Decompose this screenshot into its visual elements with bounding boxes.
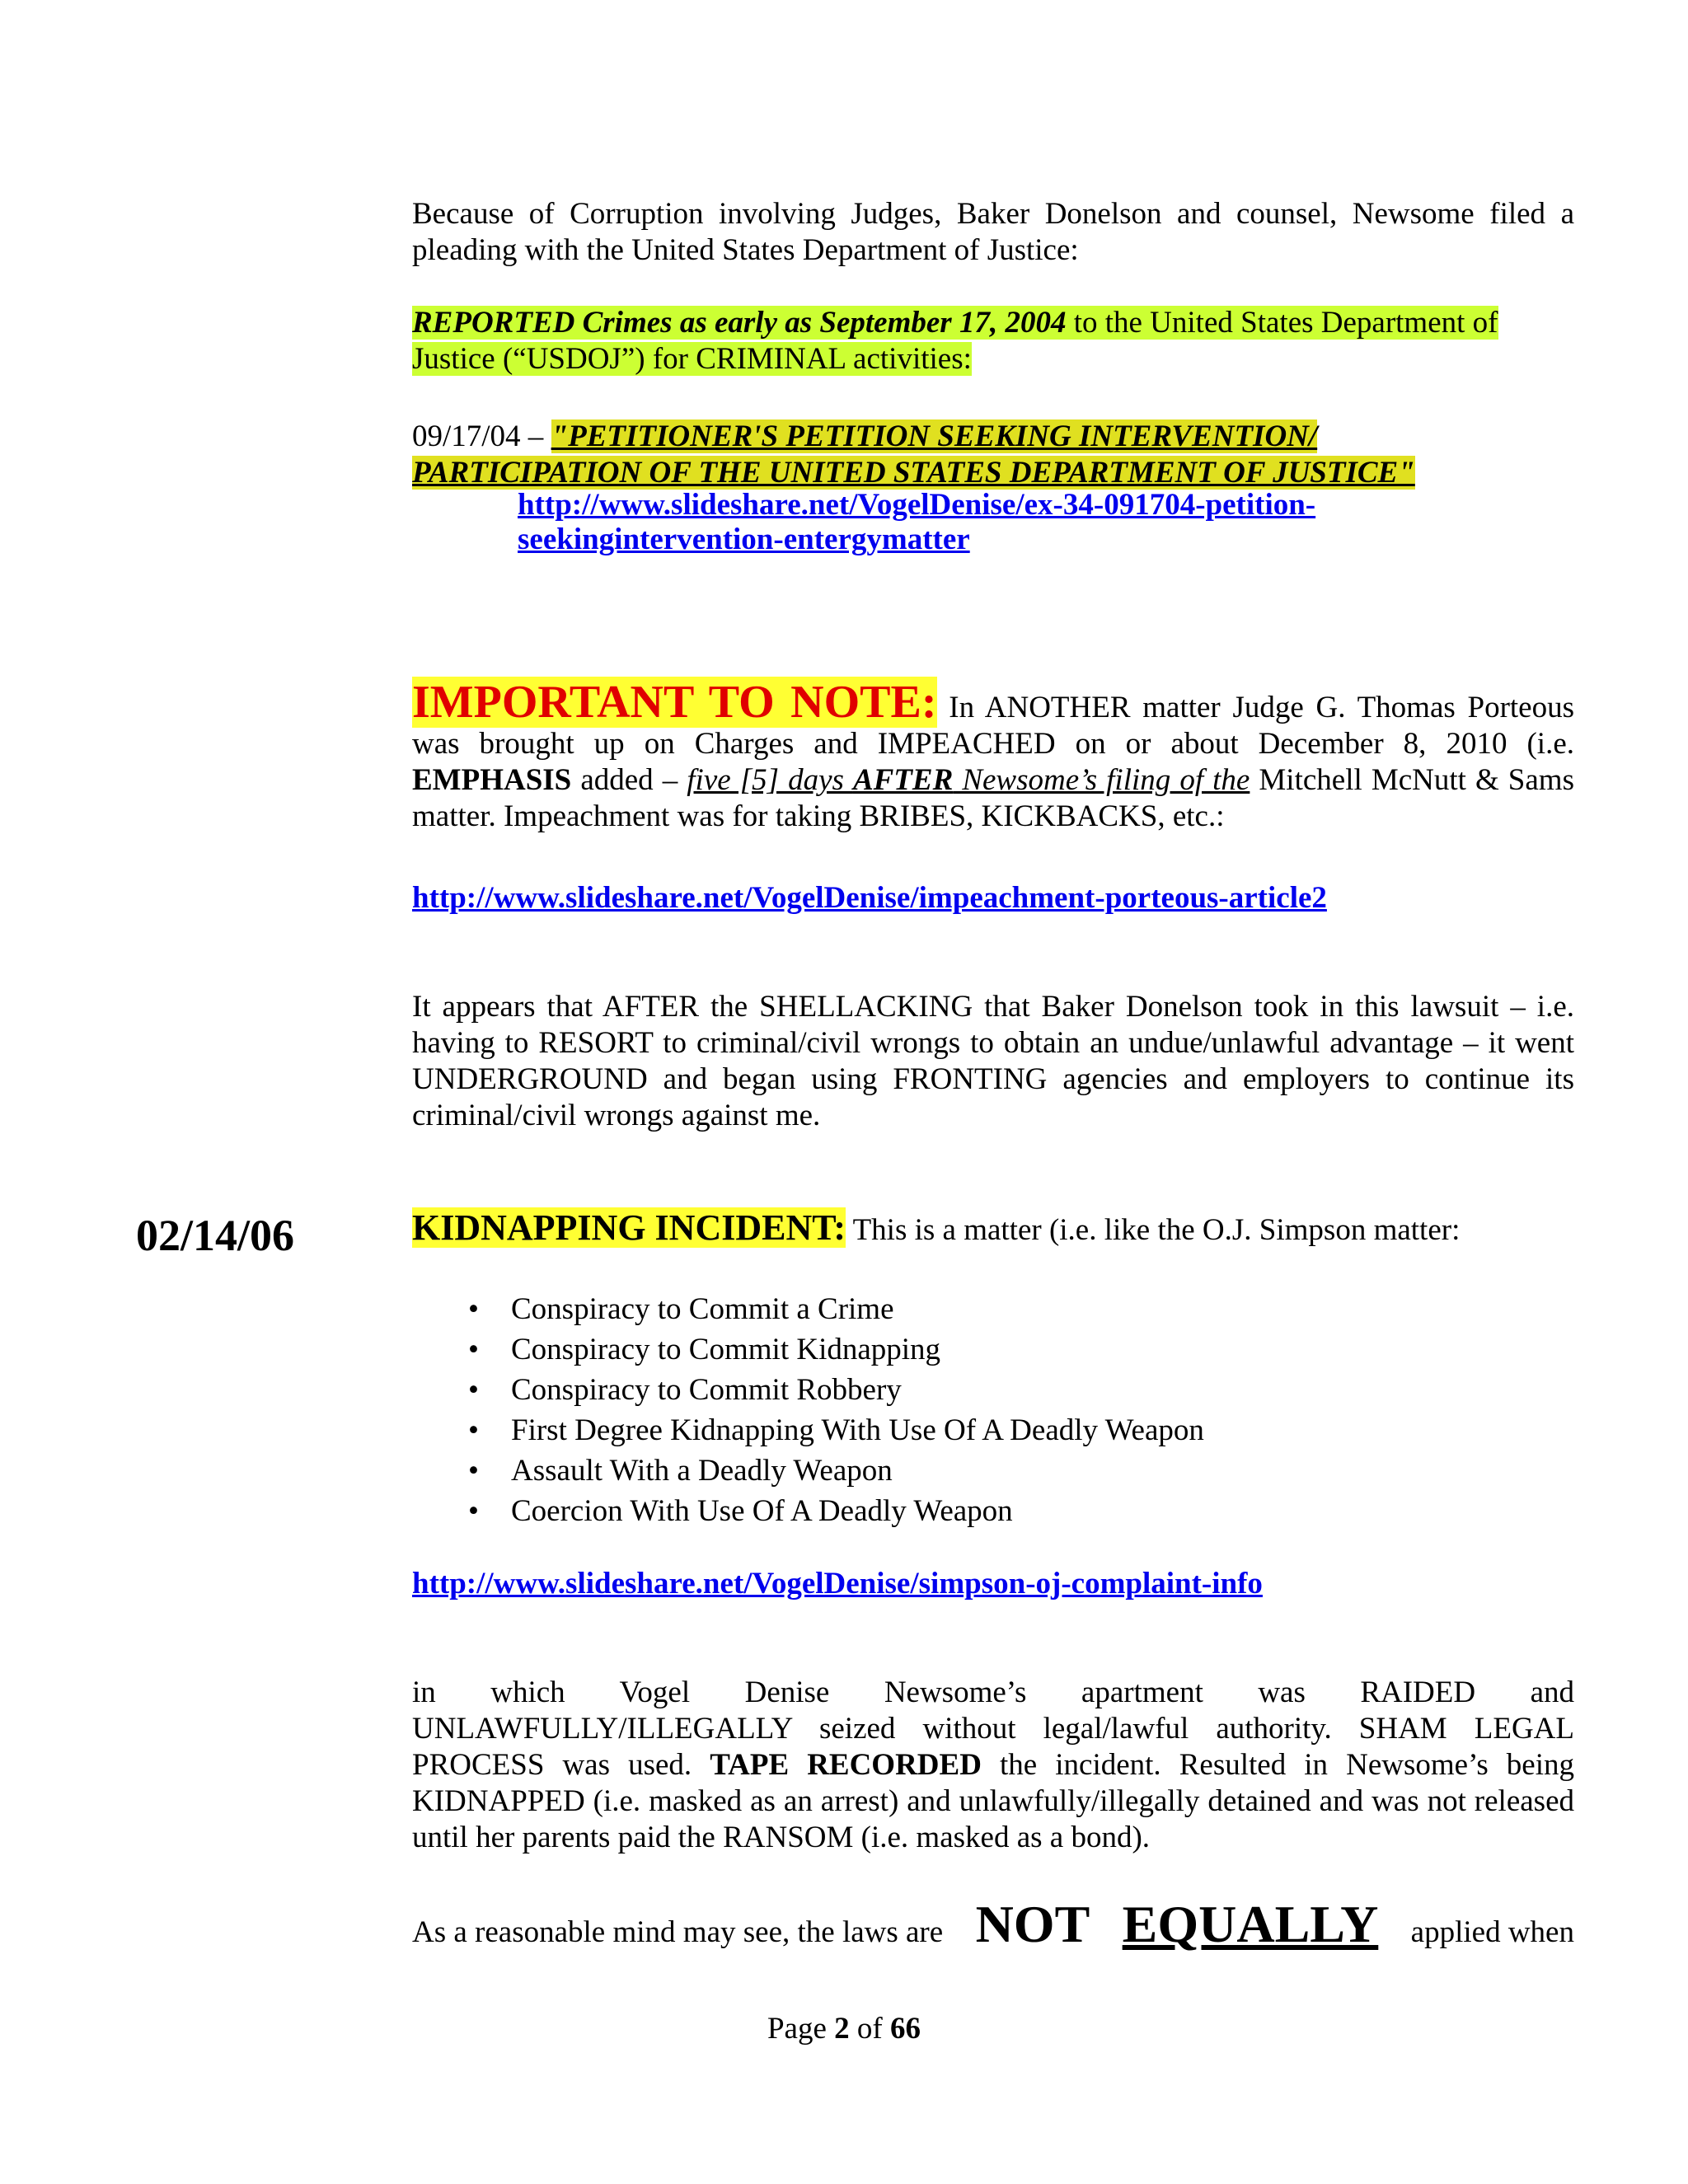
petition-link-line2[interactable]: seekingintervention-entergymatter — [518, 523, 970, 556]
petition-link-line1[interactable]: http://www.slideshare.net/VogelDenise/ex-34-091704-petition- — [518, 488, 1316, 522]
charge-text: Assault With a Deadly Weapon — [511, 1454, 893, 1488]
charge-text: First Degree Kidnapping With Use Of A Deadly Weapon — [511, 1413, 1204, 1447]
charge-list-item — [412, 1451, 1574, 1491]
equally-word: EQUALLY — [1122, 1895, 1379, 1953]
five-days-after-phrase: five [5] days AFTER Newsome’s filing of the — [687, 763, 1250, 797]
simpson-link-row — [412, 1566, 1574, 1602]
petition-title-line1: "PETITIONER'S PETITION SEEKING INTERVENTION/ — [551, 419, 1318, 453]
kidnapping-heading: KIDNAPPING INCIDENT: — [412, 1207, 846, 1248]
raid-first-line: in which Vogel Denise Newsome’s apartment was RAIDED and — [412, 1675, 1574, 1709]
simpson-link[interactable]: http://www.slideshare.net/VogelDenise/simpson-oj-complaint-info — [412, 1567, 1263, 1601]
petition-title-line2: PARTICIPATION OF THE UNITED STATES DEPARTMENT OF JUSTICE" — [412, 456, 1415, 490]
petition-date: 09/17/04 – — [412, 419, 551, 453]
charge-text: Coercion With Use Of A Deadly Weapon — [511, 1494, 1013, 1528]
raid-paragraph: in which Vogel Denise Newsome’s apartment was RAIDED and UNLAWFULLY/ILLEGALLY seized without legal/lawful authority. SHAM LEGAL PROCESS was used. TAPE RECORDED the incident. Resulted in Newsome’s being KIDNAPPED (i.e. masked as an arrest) and unlawfully/illegally detained and was not released until her parents paid the RANSOM (i.e. masked as a bond). — [412, 1675, 1575, 1854]
reported-crimes-text: to the United States Department of Justice (“USDOJ”) for CRIMINAL activities: — [412, 306, 1498, 376]
charge-text: Conspiracy to Commit Kidnapping — [511, 1333, 941, 1366]
emphasis-label: EMPHASIS — [412, 763, 572, 797]
impeachment-link-row — [412, 880, 1574, 916]
page-footer: Page 2 of 66 — [767, 2012, 921, 2046]
charges-list — [412, 1289, 1574, 1531]
bullet-icon: • — [468, 1494, 479, 1528]
kidnapping-date: 02/14/06 — [136, 1211, 295, 1260]
charge-list-item — [412, 1329, 1574, 1370]
bullet-icon: • — [468, 1413, 479, 1447]
page-number: 2 — [834, 2012, 850, 2046]
impeachment-link[interactable]: http://www.slideshare.net/VogelDenise/impeachment-porteous-article2 — [412, 881, 1327, 915]
charge-list-item — [412, 1370, 1574, 1410]
after-shellacking-paragraph: It appears that AFTER the SHELLACKING that Baker Donelson took in this lawsuit – i.e. having to RESORT to criminal/civil wrongs to obtain an undue/unlawful advantage – it went UNDERGROUND and began using FRONTING agencies and employers to continue its criminal/civil wrongs against me. — [412, 990, 1574, 1132]
tape-recorded-label: TAPE RECORDED — [710, 1748, 982, 1782]
bullet-icon: • — [468, 1373, 479, 1407]
reported-crimes-paragraph — [412, 305, 1574, 377]
intro-paragraph: Because of Corruption involving Judges, Baker Donelson and counsel, Newsome filed a pleading with the United States Department of Justice: — [412, 197, 1574, 267]
petition-entry — [412, 419, 1574, 557]
not-word: NOT — [975, 1895, 1090, 1953]
important-note-paragraph: IMPORTANT TO NOTE: In ANOTHER matter Judge G. Thomas Porteous was brought up on Charges and IMPEACHED on or about December 8, 2010 (i.e. EMPHASIS added – five [5] days AFTER Newsome’s filing of the Mitchell McNutt & Sams matter. Impeachment was for taking BRIBES, KICKBACKS, etc.: — [412, 677, 1575, 833]
important-note-heading: IMPORTANT TO NOTE: — [412, 677, 937, 728]
bullet-icon: • — [468, 1333, 479, 1366]
kidnapping-heading-row — [412, 1207, 1574, 1249]
bullet-icon: • — [468, 1292, 479, 1326]
charge-text: Conspiracy to Commit Robbery — [511, 1373, 902, 1407]
charge-list-item — [412, 1289, 1574, 1329]
kidnapping-intro: This is a matter (i.e. like the O.J. Simpson matter: — [845, 1213, 1461, 1247]
reported-crimes-emphasis: REPORTED Crimes as early as September 17, 2004 — [412, 306, 1067, 340]
charge-text: Conspiracy to Commit a Crime — [511, 1292, 894, 1326]
charge-list-item — [412, 1491, 1574, 1531]
charge-list-item — [412, 1410, 1574, 1451]
bullet-icon: • — [468, 1454, 479, 1488]
page-total: 66 — [890, 2012, 921, 2046]
closing-line: As a reasonable mind may see, the laws are NOT EQUALLY applied when — [412, 1895, 1574, 1953]
